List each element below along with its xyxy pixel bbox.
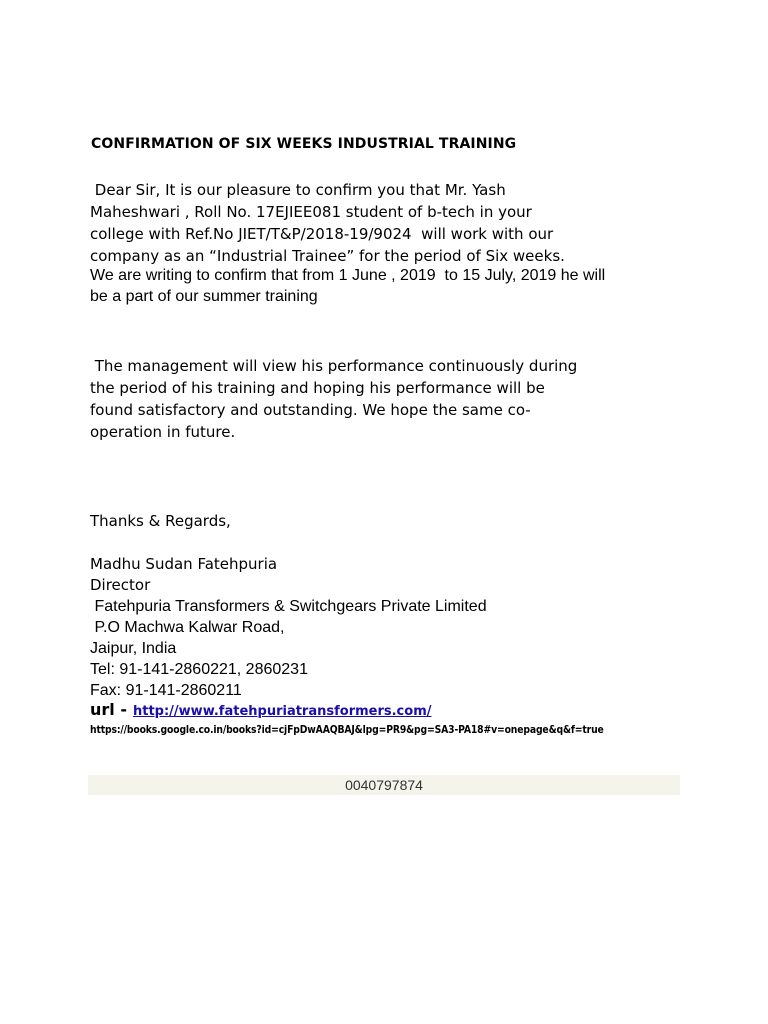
- address-block: [90, 596, 487, 701]
- address-city: Jaipur, India: [90, 640, 177, 657]
- closing-line: Thanks & Regards,: [90, 512, 231, 530]
- address-company: Fatehpuria Transformers & Switchgears Private Limited: [90, 598, 487, 615]
- dates-line-1: We are writing to confirm that from 1 June , 2019 to 15 July, 2019 he will: [90, 267, 606, 284]
- footer-bar: [88, 775, 680, 795]
- address-street: P.O Machwa Kalwar Road,: [90, 619, 285, 636]
- document-id: 0040797874: [345, 777, 423, 793]
- url-label: url -: [90, 700, 127, 719]
- intro-line-3: college with Ref.No JIET/T&P/2018-19/9024 will work with our: [90, 225, 554, 243]
- dates-line-2: be a part of our summer training: [90, 288, 318, 305]
- address-tel: Tel: 91-141-2860221, 2860231: [90, 661, 308, 678]
- performance-line-1: The management will view his performance continuously during: [90, 357, 578, 375]
- company-website-link[interactable]: http://www.fatehpuriatransformers.com/: [132, 704, 432, 719]
- intro-line-2: Maheshwari , Roll No. 17EJIEE081 student of b-tech in your: [90, 203, 532, 221]
- performance-paragraph: [90, 355, 690, 443]
- dates-paragraph: [90, 265, 605, 307]
- performance-line-3: found satisfactory and outstanding. We hope the same co-: [90, 401, 531, 419]
- intro-line-4: company as an “Industrial Trainee” for the period of Six weeks.: [90, 247, 565, 265]
- books-reference-link: https://books.google.co.in/books?id=cjFpDwAAQBAJ&lpg=PR9&pg=SA3-PA18#v=onepage&q&f=true: [90, 724, 604, 736]
- intro-paragraph: [90, 179, 690, 267]
- letter-heading: CONFIRMATION OF SIX WEEKS INDUSTRIAL TRAINING: [91, 136, 517, 152]
- intro-line-1: Dear Sir, It is our pleasure to confirm you that Mr. Yash: [90, 181, 506, 199]
- performance-line-2: the period of his training and hoping his performance will be: [90, 379, 545, 397]
- signatory-name: Madhu Sudan Fatehpuria: [90, 555, 278, 573]
- signatory-title: Director: [90, 576, 151, 594]
- performance-line-4: operation in future.: [90, 423, 236, 441]
- url-line: [90, 700, 432, 719]
- address-fax: Fax: 91-141-2860211: [90, 682, 242, 699]
